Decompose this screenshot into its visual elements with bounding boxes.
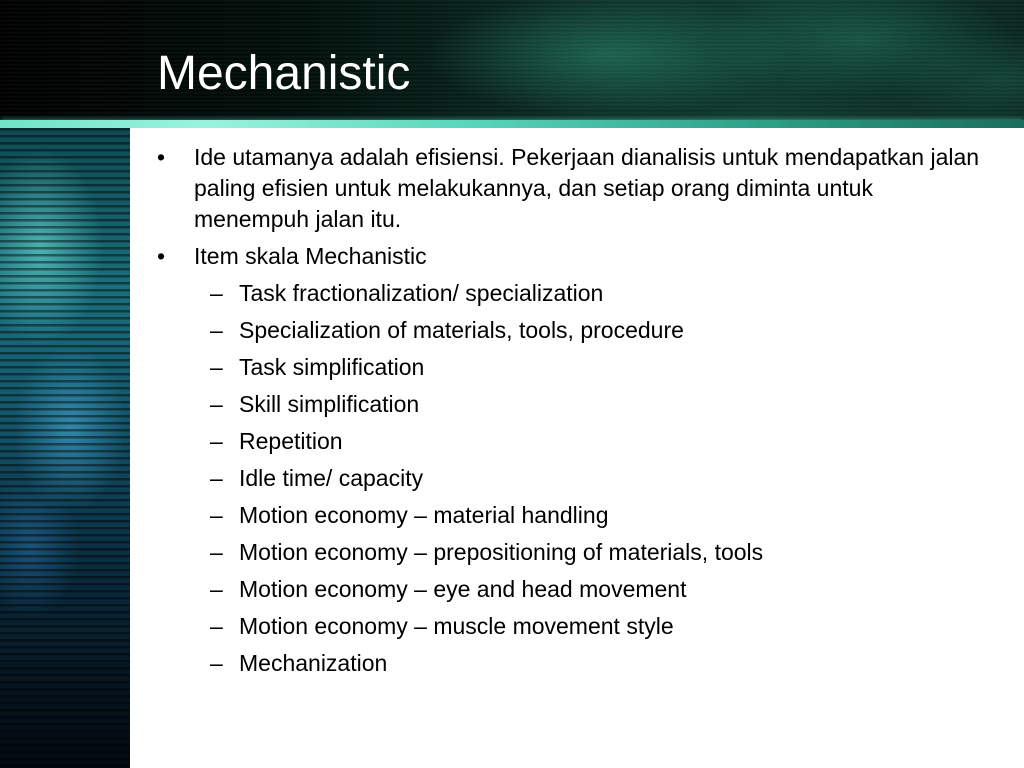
header-band xyxy=(0,0,1024,124)
sub-bullet-item: – Motion economy – muscle movement style xyxy=(194,611,980,642)
bullet-list xyxy=(150,142,980,685)
sub-bullet-list xyxy=(194,278,980,679)
sub-bullet-item: – Motion economy – prepositioning of materials, tools xyxy=(194,537,980,568)
sub-bullet-item: – Motion economy – eye and head movement xyxy=(194,574,980,605)
header-divider xyxy=(0,120,1024,128)
content-panel xyxy=(130,128,1024,768)
sub-bullet-item: – Idle time/ capacity xyxy=(194,463,980,494)
bullet-item-group xyxy=(150,241,980,679)
bullet-item: Item skala Mechanistic xyxy=(194,243,427,269)
slide-title: Mechanistic xyxy=(157,47,411,100)
sub-bullet-item: – Motion economy – material handling xyxy=(194,500,980,531)
sub-bullet-item: – Skill simplification xyxy=(194,389,980,420)
bullet-item: • Ide utamanya adalah efisiensi. Pekerjaan dianalisis untuk mendapatkan jalan paling efisien untuk melakukannya, dan setiap orang diminta untuk menempuh jalan itu. xyxy=(150,142,980,235)
sub-bullet-item: – Mechanization xyxy=(194,648,980,679)
sub-bullet-item: – Repetition xyxy=(194,426,980,457)
sub-bullet-item: – Task simplification xyxy=(194,352,980,383)
sub-bullet-item: – Specialization of materials, tools, procedure xyxy=(194,315,980,346)
decorative-sidebar xyxy=(0,128,130,768)
sub-bullet-item: – Task fractionalization/ specialization xyxy=(194,278,980,309)
